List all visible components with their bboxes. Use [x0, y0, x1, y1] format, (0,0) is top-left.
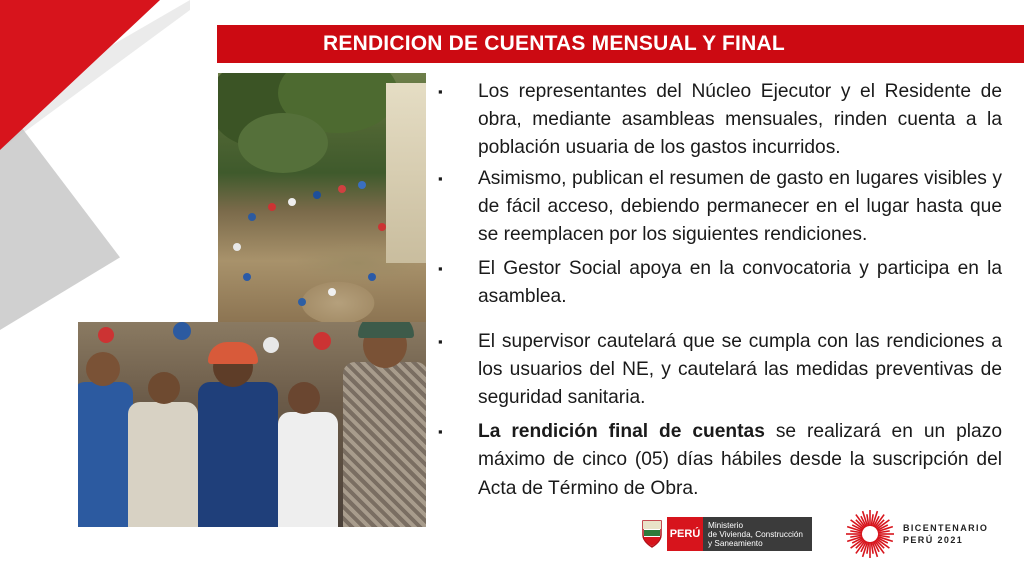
bullet-item [438, 418, 1002, 503]
ministerio-line: Ministerio [708, 520, 744, 530]
person-shape [148, 372, 180, 404]
bullet-item [438, 328, 1002, 413]
bullet-marker: ▪ [438, 84, 443, 99]
bullet-text-bold: La rendición final de cuentas [478, 421, 765, 443]
assembly-photo-bottom [78, 322, 426, 527]
person-shape [313, 332, 331, 350]
crowd-person [368, 273, 376, 281]
person-shape [278, 412, 338, 527]
person-shape [358, 322, 414, 338]
person-shape [208, 342, 258, 364]
crowd-person [338, 185, 346, 193]
bicentenario-line: BICENTENARIO [903, 523, 989, 533]
ministerio-text [703, 517, 812, 551]
house-wall [386, 83, 426, 263]
bullet-item [438, 165, 1002, 250]
tree-shape [238, 113, 328, 173]
coat-of-arms-icon [637, 517, 667, 551]
crowd-person [298, 298, 306, 306]
crowd-person [288, 198, 296, 206]
crowd-person [243, 273, 251, 281]
bullet-text: El Gestor Social apoya en la convocatoria y participa en la asamblea. [478, 258, 1002, 308]
person-shape [343, 362, 426, 527]
ministerio-logo [637, 517, 812, 551]
decorative-corner-red [0, 0, 160, 150]
crowd-person [248, 213, 256, 221]
crowd-person [268, 203, 276, 211]
assembly-photo-top [218, 73, 426, 323]
person-shape [173, 322, 191, 340]
bullet-list [438, 78, 1002, 505]
crowd-person [378, 223, 386, 231]
bullet-text: Asimismo, publican el resumen de gasto en lugares visibles y de fácil acceso, debiendo permanecer en el lugar hasta que se reemplacen por los siguientes rendiciones. [478, 167, 1002, 246]
bullet-text: Los representantes del Núcleo Ejecutor y el Residente de obra, mediante asambleas mensuales, rinden cuenta a la población usuaria de los gastos incurridos. [478, 81, 1002, 159]
bullet-text: El supervisor cautelará que se cumpla con las rendiciones a los usuarios del NE, y cautelará las medidas preventivas de seguridad sanitaria. [478, 330, 1002, 409]
person-shape [263, 337, 279, 353]
bullet-marker: ▪ [438, 424, 443, 440]
person-shape [78, 382, 133, 527]
bicentenario-sunburst-icon [845, 509, 895, 559]
crowd-person [313, 191, 321, 199]
bullet-item [438, 78, 1002, 163]
bullet-text: se realizará en un plazo máximo de cinco (05) días hábiles desde la suscripción del Acta de Término de Obra. [478, 421, 1002, 499]
person-shape [86, 352, 120, 386]
bullet-marker: ▪ [438, 333, 443, 349]
title-bar [217, 25, 1024, 63]
bicentenario-logo [845, 508, 995, 560]
crowd-person [233, 243, 241, 251]
bullet-marker: ▪ [438, 261, 443, 277]
person-shape [288, 382, 320, 414]
slide-title: RENDICION DE CUENTAS MENSUAL Y FINAL [323, 32, 785, 55]
person-shape [128, 402, 198, 527]
ministerio-line: de Vivienda, Construcción [708, 529, 803, 539]
crowd-person [328, 288, 336, 296]
bullet-item [438, 255, 1002, 311]
crowd-person [358, 181, 366, 189]
bicentenario-line: PERÚ 2021 [903, 535, 964, 545]
person-shape [98, 327, 114, 343]
ministerio-line: y Saneamiento [708, 538, 763, 548]
peru-label: PERÚ [667, 517, 703, 551]
bicentenario-text [903, 522, 988, 546]
bullet-marker: ▪ [438, 170, 443, 186]
person-shape [198, 382, 278, 527]
